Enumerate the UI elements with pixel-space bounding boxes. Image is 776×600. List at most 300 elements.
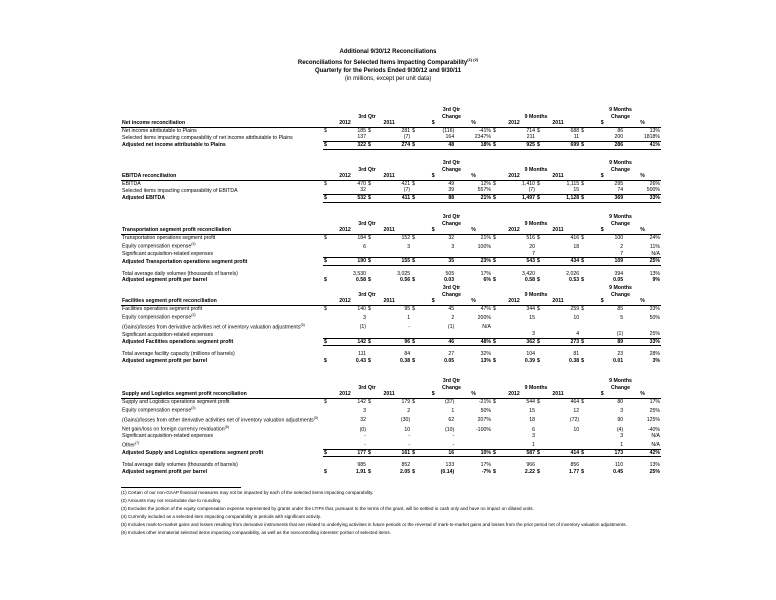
section-title: Net income reconciliation [121,120,323,127]
value-cell: 1818% [643,134,660,141]
currency-symbol: $ [492,398,496,405]
header-q3-label: 3rd Qtr [358,220,376,227]
currency-symbol [492,462,499,469]
value-cell [543,440,580,449]
value-cell: - [364,433,367,440]
header-dollar: $ [411,227,455,234]
value-cell: 47% [480,305,491,312]
value-cell: 35 [418,258,455,266]
row-label-text: Adjusted segment profit per barrel [122,468,208,475]
reconciliation-section [121,285,661,364]
currency-symbol [580,241,587,250]
value-cell: 39 [448,187,455,194]
table-row [121,312,661,321]
currency-symbol [367,440,374,449]
value-cell: 100 [614,234,624,241]
value-cell: 18 [529,417,536,424]
currency-symbol [411,440,418,449]
value-cell: 2,026 [566,270,580,277]
currency-symbol [323,251,330,258]
row-label [121,241,323,250]
currency-symbol: $ [323,258,330,266]
row-label [121,127,323,134]
currency-symbol: $ [323,398,327,405]
value-cell: 25% [624,258,661,266]
footnote: (5) Includes mark-to-market gains and losses resulting from derivative instruments that are related to underlying activities in future periods or the reversal of mark-to-market gains and losses from the prior period net of inventory valuation adjustments. [121,522,627,527]
currency-symbol: $ [323,141,330,149]
row-label [121,271,323,278]
currency-symbol [492,251,499,258]
header-q3-change-label [411,214,492,227]
row-label [121,338,323,346]
table-row [121,194,661,202]
value-cell: -7% [481,468,491,475]
document-title: Additional 9/30/12 Reconciliations [339,49,437,55]
value-cell: 125% [646,417,660,424]
value-cell: 33% [624,194,661,202]
currency-symbol: $ [581,234,584,241]
value-cell: 1,497 [499,194,536,202]
row-label-text: Significant acquisition-related expenses [122,251,214,258]
header-dollar: $ [580,173,624,180]
value-cell: 362 [499,338,536,346]
value-cell: 500% [646,187,660,194]
header-y2012: 2012 [492,173,536,180]
currency-symbol [367,322,374,331]
currency-symbol [411,134,418,141]
footnote-rule [121,487,241,488]
value-cell [418,331,455,338]
currency-symbol: $ [412,277,416,284]
subtitle-footnote-ref: (1) (2) [467,57,479,62]
value-cell: 856 [570,462,580,469]
value-cell: 45 [448,305,455,312]
currency-symbol [536,241,543,250]
currency-symbol: $ [581,180,584,187]
value-cell: 13% [480,357,491,364]
currency-symbol [580,462,587,469]
currency-symbol: $ [368,305,371,312]
currency-symbol: $ [537,234,540,241]
row-label [121,305,323,312]
reconciliation-section [121,107,661,150]
currency-symbol: $ [581,277,584,284]
table-row [121,462,661,469]
value-cell: 322 [330,141,367,149]
currency-symbol [580,187,587,194]
value-cell: 6 [532,426,536,433]
value-cell: 0.58 [524,277,536,284]
currency-symbol: $ [536,449,543,457]
footnote-ref: (6) [224,425,230,430]
header-nine-change-line1: 9 Months [609,214,632,220]
table-row [121,433,661,440]
header-q3-change-line2: Change [442,384,462,391]
value-cell: 3,025 [397,270,411,277]
table-row [121,440,661,449]
value-cell: 3 [620,408,624,415]
currency-symbol [367,351,374,358]
header-q3-change-line2: Change [442,291,462,298]
currency-symbol [536,331,543,338]
currency-symbol [323,351,330,358]
currency-symbol: $ [323,234,327,241]
currency-symbol: $ [492,127,496,134]
header-pct: % [624,298,661,305]
currency-symbol: $ [536,141,543,149]
currency-symbol: $ [323,449,330,457]
row-label [121,187,323,194]
value-cell: 32 [360,417,367,424]
value-cell: 852 [401,462,411,469]
value-cell: 12% [480,180,491,187]
currency-symbol: $ [492,277,496,284]
header-nine-change-label [580,378,661,391]
header-q3-label: 3rd Qtr [358,291,376,298]
value-cell: 0.58 [355,277,367,284]
value-cell: 1,115 [566,180,580,187]
value-cell: -100% [475,426,491,433]
row-label-text: Supply and Logistics operations segment profit [122,398,230,405]
currency-symbol [492,187,499,194]
value-cell: 32 [360,187,367,194]
value-cell: (7) [403,134,411,141]
currency-symbol [323,187,330,194]
currency-symbol: $ [537,180,540,187]
currency-symbol [536,251,543,258]
currency-symbol: $ [536,338,543,346]
value-cell [330,331,367,338]
footnotes [121,487,661,538]
value-cell: 543 [499,258,536,266]
header-y2012: 2012 [492,298,536,305]
value-cell [543,322,580,331]
currency-symbol: $ [323,180,327,187]
header-q3-change-label [411,107,492,120]
table-row [121,338,661,346]
currency-symbol [323,312,330,321]
currency-symbol [580,440,587,449]
footnote: (4) Currently included as a selected item impacting comparability in periods with significant activity. [121,514,322,519]
row-label [121,322,323,331]
value-cell: 273 [543,338,580,346]
currency-symbol [367,462,374,469]
header-dollar: $ [411,298,455,305]
currency-symbol: $ [412,180,416,187]
section-title: Facilities segment profit reconciliation [121,298,323,305]
footnote-ref: (3) [191,242,196,247]
currency-symbol [536,312,543,321]
footnote: (1) Certain of our non-GAAP financial measures may not be impacted by each of the selected items impacting comparability. [121,490,374,495]
currency-symbol: $ [412,127,416,134]
header-pct: % [455,227,492,234]
value-cell: 10% [455,449,492,457]
currency-symbol [411,415,418,424]
value-cell: -21% [478,398,491,405]
header-y2011: 2011 [536,173,580,180]
currency-symbol: $ [411,258,418,266]
value-cell: 3 [363,408,367,415]
value-cell: 3 [532,433,536,440]
header-q3-change-line1: 3rd Qtr [442,285,461,291]
header-nine-change-line2: Change [611,384,631,391]
value-cell: 177 [330,449,367,457]
currency-symbol: $ [368,468,371,475]
value-cell: 185 [357,127,367,134]
header-q3-change-line1: 3rd Qtr [442,107,461,113]
currency-symbol [492,440,499,449]
value-cell: 416 [570,234,580,241]
table-row [121,331,661,338]
value-cell [499,322,536,331]
currency-symbol [323,462,330,469]
value-cell: 1,128 [543,194,580,202]
footnote-ref: (3) [191,406,196,411]
currency-symbol: $ [581,127,584,134]
currency-symbol [580,433,587,440]
value-cell: 200% [477,315,491,322]
value-cell: 5 [620,315,624,322]
row-label-text: Total average daily volumes (thousands of barrels) [122,462,238,469]
value-cell: 414 [543,449,580,457]
currency-symbol: $ [581,468,584,475]
value-cell: 7 [532,250,536,257]
column-header-row [121,378,661,391]
currency-symbol [367,241,374,250]
header-nine-months-label: 9 Months [524,384,548,391]
value-cell: (1) [616,331,624,338]
value-cell: 32 [448,234,455,241]
value-cell [624,322,661,331]
value-cell: 1 [451,408,455,415]
header-q3-change-line1: 3rd Qtr [442,214,461,220]
currency-symbol: $ [492,194,499,202]
value-cell: 10 [573,315,580,322]
value-cell: 925 [499,141,536,149]
currency-symbol: $ [492,468,496,475]
currency-symbol: $ [411,141,418,149]
value-cell: 6 [363,244,367,251]
value-cell: 3 [451,244,455,251]
row-label-text: (Gains)/losses from derivative activities net of inventory valuation adjustments [122,324,301,331]
table-row [121,271,661,278]
row-label-text: (Gains)/losses from other derivative activities net of inventory valuation adjustments [122,417,314,424]
value-cell [455,251,492,258]
value-cell: 190 [330,258,367,266]
currency-symbol: $ [537,127,540,134]
row-label [121,312,323,321]
table-row [121,449,661,457]
value-cell: 557% [477,187,491,194]
currency-symbol [411,271,418,278]
header-y2012: 2012 [492,391,536,398]
value-cell: 90 [617,417,624,424]
value-cell: 86 [617,127,624,134]
currency-symbol: $ [367,449,374,457]
currency-symbol [411,462,418,469]
currency-symbol: $ [368,234,371,241]
currency-symbol [323,433,330,440]
row-label-text: Total average facility capacity (millions of barrels) [122,351,235,358]
table-row [121,251,661,258]
header-q3-change-line2: Change [442,220,462,227]
row-label [121,251,323,258]
table-row [121,351,661,358]
header-q3-change-line1: 3rd Qtr [442,378,461,384]
value-cell: 3,530 [353,270,367,277]
header-q3-label: 3rd Qtr [358,384,376,391]
value-cell: (116) [442,127,455,134]
column-subheader-row [121,227,661,234]
row-label [121,440,323,449]
value-cell: 26% [649,180,660,187]
header-q3-change-line1: 3rd Qtr [442,160,461,166]
value-cell: 17% [480,270,491,277]
header-dollar: $ [580,298,624,305]
value-cell: 516 [526,234,536,241]
header-y2011: 2011 [367,298,411,305]
footnote: (3) Excludes the portion of the equity compensation expense represented by grants under the LTIPs that, pursuant to the terms of the grant, will be settled in cash only and have no impact on diluted units. [121,506,534,511]
value-cell: 95 [404,305,411,312]
value-cell: 33% [649,305,660,312]
value-cell: 2 [407,408,411,415]
value-cell: 88 [418,194,455,202]
value-cell: 0.03 [444,277,455,284]
value-cell: 0.05 [613,277,624,284]
header-nine-change-line2: Change [611,113,631,120]
currency-symbol: $ [323,468,327,475]
row-label-text: Adjusted Facilities operations segment profit [122,339,234,346]
row-label-text: Equity compensation expense [122,244,192,251]
value-cell: 394 [614,270,624,277]
header-dollar: $ [580,227,624,234]
value-cell: -41% [478,127,491,134]
header-y2011: 2011 [536,227,580,234]
value-cell: 3,420 [522,270,536,277]
value-cell: 21% [480,234,491,241]
value-cell: 1,410 [522,180,536,187]
table-row [121,127,661,134]
document-period: Quarterly for the Periods Ended 9/30/12 and 9/30/11 [314,68,462,74]
header-spacer [121,214,323,227]
value-cell: 152 [401,234,411,241]
row-label-text: Significant acquisition-related expenses [122,433,214,440]
value-cell: - [364,442,367,449]
document-units: (in millions, except per unit data) [344,76,432,82]
currency-symbol [536,271,543,278]
value-cell: 41% [624,141,661,149]
value-cell: 24% [649,234,660,241]
header-q3-label: 3rd Qtr [358,113,376,120]
currency-symbol: $ [536,194,543,202]
header-nine-change-line2: Change [611,166,631,173]
header-y2012: 2012 [323,391,367,398]
value-cell: 505 [445,270,455,277]
currency-symbol [492,322,499,331]
header-nine-months-label: 9 Months [524,166,548,173]
value-cell: 434 [543,258,580,266]
currency-symbol [323,241,330,250]
value-cell: 1.91 [355,468,367,475]
value-cell: 2.05 [400,468,411,475]
row-label-text: Transportation operations segment profit [122,234,216,241]
currency-symbol: $ [537,357,540,364]
value-cell: 411 [374,194,411,202]
table-row [121,234,661,241]
value-cell: 3 [363,315,367,322]
section-title: EBITDA reconciliation [121,173,323,180]
currency-symbol [536,433,543,440]
row-label [121,398,323,405]
table-row [121,241,661,250]
currency-symbol [492,405,499,414]
header-spacer [121,160,323,173]
row-label [121,433,323,440]
header-q3-label: 3rd Qtr [358,166,376,173]
value-cell: 133 [445,462,455,469]
value-cell: 15 [529,315,536,322]
currency-symbol [580,331,587,338]
value-cell: 1.77 [569,468,580,475]
value-cell [330,251,367,258]
value-cell: 48 [418,141,455,149]
document-subtitle: Reconciliations for Selected Items Impacting Comparability$^{(1) (2)}$ [297,57,479,66]
table-row [121,469,661,476]
currency-symbol [492,312,499,321]
reconciliation-section [121,214,661,284]
value-cell: 0.39 [524,357,536,364]
currency-symbol [411,251,418,258]
currency-symbol [323,134,330,141]
value-cell [455,433,492,440]
row-label [121,258,323,266]
currency-symbol [492,241,499,250]
row-label-text: Facilities operations segment profit [122,305,203,312]
currency-symbol [367,424,374,433]
value-cell: 10 [573,426,580,433]
value-cell: 50% [649,315,660,322]
value-cell: 89 [587,338,624,346]
value-cell: 80 [617,398,624,405]
value-cell: 0.53 [569,277,580,284]
table-row [121,141,661,149]
reconciliation-table [121,107,661,150]
value-cell: 111 [358,351,367,358]
header-y2012: 2012 [323,173,367,180]
value-cell: (7) [403,187,411,194]
currency-symbol: $ [537,468,540,475]
currency-symbol [580,134,587,141]
currency-symbol: $ [492,141,499,149]
currency-symbol: $ [323,194,330,202]
header-nine-months-label: 9 Months [524,220,548,227]
table-row [121,415,661,424]
header-pct: % [455,298,492,305]
value-cell: 48% [455,338,492,346]
footnote-ref: (7) [134,440,140,445]
currency-symbol: $ [323,127,327,134]
value-cell: 85 [617,305,624,312]
value-cell: 274 [374,141,411,149]
value-cell: 62 [448,417,455,424]
header-y2012: 2012 [492,227,536,234]
value-cell: 344 [526,305,536,312]
value-cell [374,331,411,338]
value-cell: 84 [404,351,411,358]
currency-symbol [536,405,543,414]
value-cell: 15 [529,408,536,415]
row-label-text: EBITDA [122,180,141,187]
